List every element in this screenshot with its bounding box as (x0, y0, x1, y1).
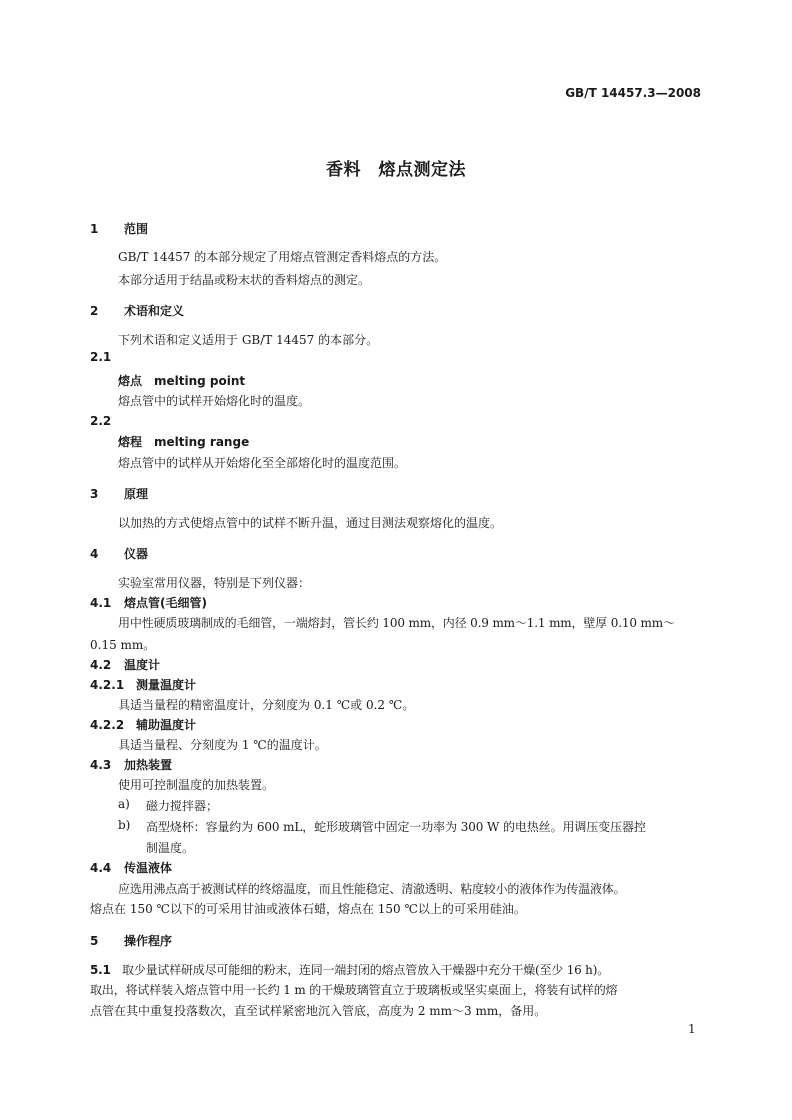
clause-title: 熔点管(毛细管) (124, 596, 207, 610)
paragraph-line (90, 961, 609, 978)
section-title: 原理 (124, 487, 149, 501)
section-number: 4 (90, 547, 99, 561)
section-title: 术语和定义 (124, 304, 185, 318)
section-4-heading (90, 545, 148, 562)
paragraph: 具适当量程的精密温度计，分刻度为 0.1 ℃或 0.2 ℃。 (118, 698, 415, 712)
term-heading: 熔程 melting range (118, 435, 250, 449)
section-1-heading (90, 220, 148, 237)
section-number: 2 (90, 304, 99, 318)
paragraph: 本部分适用于结晶或粉末状的香料熔点的测定。 (118, 273, 371, 287)
paragraph-text: 取少量试样研成尽可能细的粉末，连同一端封闭的熔点管放入干燥器中充分干燥(至少 16 h)。 (122, 963, 609, 977)
section-number: 3 (90, 487, 99, 501)
clause-number: 4.2 (90, 658, 112, 672)
list-label: a) (118, 797, 130, 811)
standard-code: GB/T 14457.3—2008 (565, 86, 701, 100)
paragraph-line: 0.15 mm。 (90, 638, 156, 652)
paragraph-line: 用中性硬质玻璃制成的毛细管，一端熔封，管长约 100 mm，内径 0.9 mm～1.1 mm，壁厚 0.10 mm～ (118, 616, 675, 630)
clause-number: 4.3 (90, 758, 112, 772)
paragraph: 以加热的方式使熔点管中的试样不断升温，通过目测法观察熔化的温度。 (118, 516, 503, 530)
list-item: 磁力搅拌器； (146, 799, 219, 813)
clause-title: 辅助温度计 (136, 718, 197, 732)
list-label: b) (118, 818, 131, 832)
list-item: 高型烧杯：容量约为 600 mL，蛇形玻璃管中固定一功率为 300 W 的电热丝。用调压变压器控 (146, 820, 646, 834)
paragraph: 使用可控制温度的加热装置。 (118, 778, 275, 792)
clause-4-2-2-heading (90, 716, 196, 733)
clause-number: 2.1 (90, 350, 112, 364)
clause-4-2-1-heading (90, 676, 196, 693)
section-number: 5 (90, 934, 99, 948)
clause-title: 加热装置 (124, 758, 173, 772)
section-title: 操作程序 (124, 934, 173, 948)
section-title: 范围 (124, 222, 149, 236)
clause-title: 温度计 (124, 658, 161, 672)
clause-4-1-heading (90, 594, 207, 611)
clause-4-2-heading (90, 656, 160, 673)
paragraph: 下列术语和定义适用于 GB/T 14457 的本部分。 (118, 333, 379, 347)
section-3-heading (90, 485, 148, 502)
clause-number: 4.1 (90, 596, 112, 610)
paragraph: 实验室常用仪器，特别是下列仪器： (118, 576, 311, 590)
paragraph-line: 熔点在 150 ℃以下的可采用甘油或液体石蜡，熔点在 150 ℃以上的可采用硅油。 (90, 902, 526, 916)
paragraph-line: 点管在其中重复投落数次，直至试样紧密地沉入管底，高度为 2 mm～3 mm，备用。 (90, 1004, 547, 1018)
section-number: 1 (90, 222, 99, 236)
paragraph: GB/T 14457 的本部分规定了用熔点管测定香料熔点的方法。 (118, 250, 447, 264)
clause-title: 测量温度计 (136, 678, 197, 692)
section-5-heading (90, 932, 172, 949)
section-title: 仪器 (124, 547, 149, 561)
clause-number: 4.2.1 (90, 678, 125, 692)
page-number: 1 (688, 1022, 696, 1036)
paragraph: 具适当量程、分刻度为 1 ℃的温度计。 (118, 738, 327, 752)
section-2-heading (90, 302, 184, 319)
paragraph-line: 应选用沸点高于被测试样的终熔温度，而且性能稳定、清澈透明、粘度较小的液体作为传温液体。 (118, 882, 626, 896)
clause-title: 传温液体 (124, 861, 173, 875)
term-heading: 熔点 melting point (118, 374, 246, 388)
clause-number: 5.1 (90, 963, 111, 977)
clause-4-3-heading (90, 756, 172, 773)
clause-number: 4.2.2 (90, 718, 125, 732)
clause-number: 2.2 (90, 414, 112, 428)
document-title: 香料 熔点测定法 (326, 160, 466, 180)
paragraph-line: 取出，将试样装入熔点管中用一长约 1 m 的干燥玻璃管直立于玻璃板或坚实桌面上，将装有试样的熔 (90, 983, 618, 997)
term-definition: 熔点管中的试样从开始熔化至全部熔化时的温度范围。 (118, 456, 407, 470)
clause-4-4-heading (90, 859, 172, 876)
list-item-continued: 制温度。 (146, 841, 195, 855)
term-definition: 熔点管中的试样开始熔化时的温度。 (118, 394, 311, 408)
clause-number: 4.4 (90, 861, 112, 875)
